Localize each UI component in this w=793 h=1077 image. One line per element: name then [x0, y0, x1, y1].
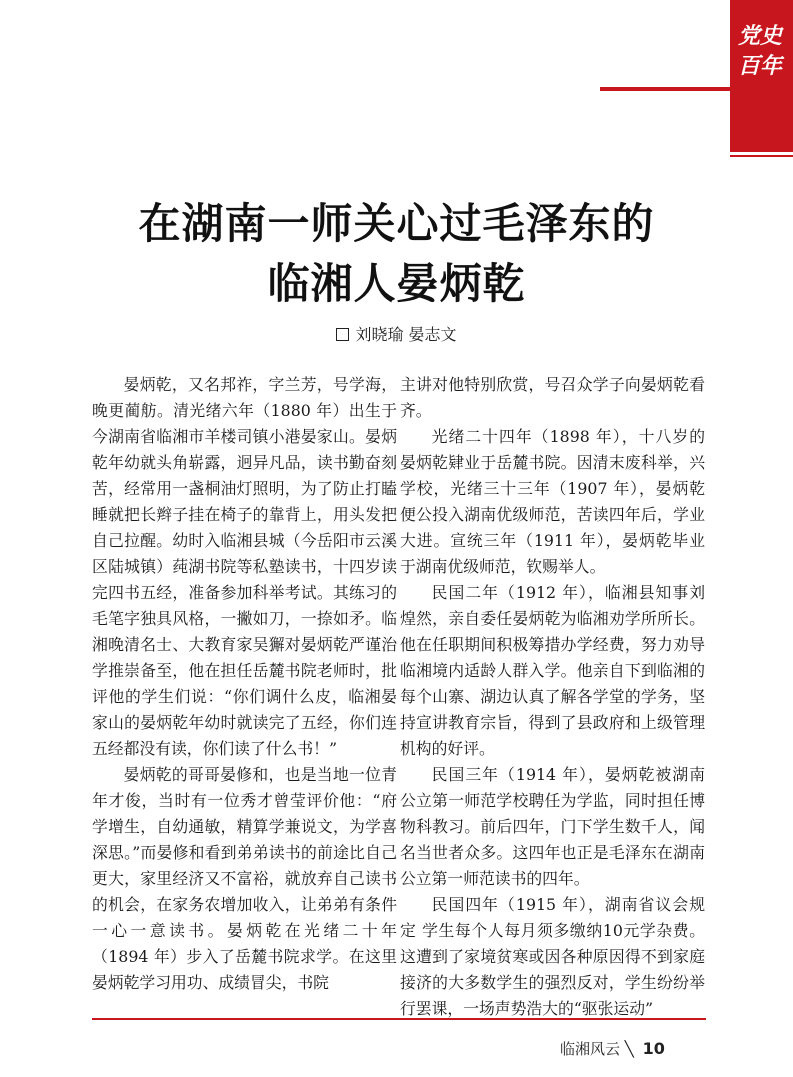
paragraph: 光绪二十四年（1898 年），十八岁的晏炳乾肄业于岳麓书院。因清末废科举，兴学校，光绪三十三年（1907 年），晏炳乾便公投入湖南优级师范，苦读四年后，学业大进。宣统三年（1911 年），晏炳乾毕业于湖南优级师范，钦赐举人。 [400, 427, 705, 576]
page-footer [560, 1038, 740, 1059]
paragraph: 民国二年（1912 年），临湘县知事刘煌然，亲自委任晏炳乾为临湘劝学所所长。他在任职期间积极筹措办学经费，努力劝导临湘境内适龄人群入学。他亲自下到临湘的每个山寨、湖边认真了解各学堂的学务，坚持宣讲教育宗旨，得到了县政府和上级管理机构的好评。 [400, 583, 705, 758]
header-decoration-line [600, 87, 730, 91]
article-title-line2: 临湘人晏炳乾 [267, 259, 526, 308]
article-title-line1: 在湖南一师关心过毛泽东的 [138, 199, 655, 248]
badge-underline [730, 148, 793, 152]
left-column [92, 372, 397, 996]
paragraph: 主讲对他特别欣赏，号召众学子向晏炳乾看齐。 [400, 375, 705, 420]
byline-square-icon [336, 328, 349, 341]
publication-name: 临湘风云 ╲ [560, 1040, 634, 1058]
page-number: 10 [642, 1039, 665, 1058]
footer-divider [92, 1018, 706, 1020]
article-title [0, 194, 793, 314]
paragraph: 晏炳乾的哥哥晏修和，也是当地一位青年才俊，当时有一位秀才曾莹评价他：“府学增生，自幼通敏，精算学兼说文，为学喜深思。”而晏修和看到弟弟读书的前途比自己更大，家里经济又不富裕，就放弃自己读书的机会，在家务农增加收入，让弟弟有条件一心一意读书。晏炳乾在光绪二十年（1894 年）步入了岳麓书院求学。在这里晏炳乾学习用功、成绩冒尖，书院 [92, 765, 397, 992]
byline-authors: 刘晓瑜 晏志文 [355, 325, 457, 344]
byline [0, 322, 793, 345]
badge-underline-thin [730, 155, 793, 157]
section-badge-text: 党史百年 [738, 24, 783, 79]
right-column [400, 372, 705, 1022]
paragraph: 民国三年（1914 年），晏炳乾被湖南公立第一师范学校聘任为学监，同时担任博物科教习。前后四年，门下学生数千人，闻名当世者众多。这四年也正是毛泽东在湖南公立第一师范读书的四年。 [400, 765, 705, 888]
paragraph: 民国四年（1915 年），湖南省议会规定 学生每个人每月须多缴纳10元学杂费。这遭到了家境贫寒或因各种原因得不到家庭接济的大多数学生的强烈反对，学生纷纷举行罢课，一场声势浩大的“驱张运动” [400, 895, 705, 1018]
paragraph: 晏炳乾，又名邦祚，字兰芳，号学海，晚更蔺舫。清光绪六年（1880 年）出生于今湖南省临湘市羊楼司镇小港晏家山。晏炳乾年幼就头角崭露，迥异凡品，读书勤奋刻苦，经常用一盏桐油灯照明，为了防止打瞌睡就把长辫子挂在椅子的靠背上，用头发把自己拉醒。幼时入临湘县城（今岳阳市云溪区陆城镇）莼湖书院等私塾读书，十四岁读完四书五经，准备参加科举考试。其练习的毛笔字独具风格，一撇如刀，一捺如矛。临湘晚清名士、大教育家吴獬对晏炳乾严谨治学推崇备至，他在担任岳麓书院老师时，批评他的学生们说：“你们调什么皮，临湘晏家山的晏炳乾年幼时就读完了五经，你们连五经都没有读，你们读了什么书！” [92, 375, 397, 758]
